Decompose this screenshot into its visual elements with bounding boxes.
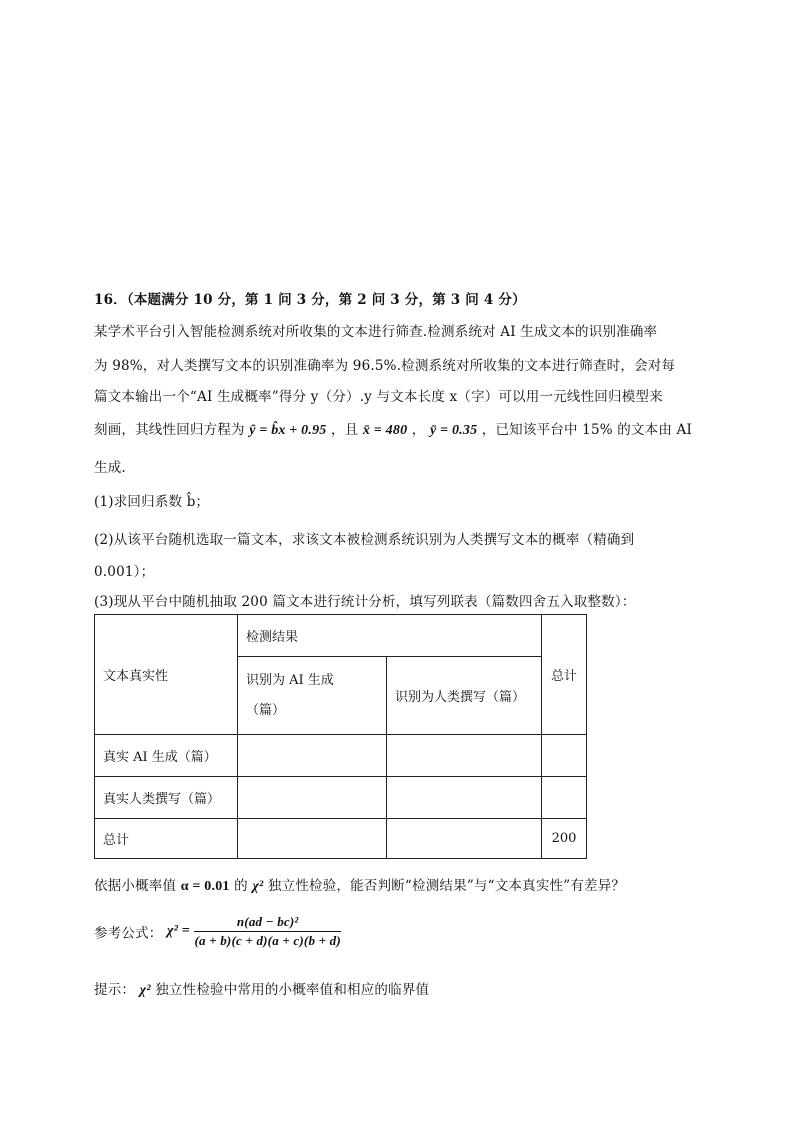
alpha-value: α = 0.01 bbox=[180, 879, 230, 894]
question-2-line1: (2)从该平台随机选取一篇文本，求该文本被检测系统识别为人类撰写文本的概率（精确到 bbox=[94, 532, 635, 548]
total-header-cell: 总计 bbox=[542, 615, 587, 735]
row-label: 总计 bbox=[95, 819, 238, 859]
chi-square-symbol: χ² bbox=[252, 879, 264, 894]
row-header-cell: 文本真实性 bbox=[95, 615, 238, 735]
independence-question: 依据小概率值 α = 0.01 的 χ² 独立性检验，能否判断“检测结果”与“文本真实性”有差异？ bbox=[94, 878, 626, 894]
table-cell: 200 bbox=[542, 819, 587, 859]
table-cell bbox=[387, 777, 542, 819]
reference-formula bbox=[94, 914, 341, 949]
problem-text-line3: 篇文本输出一个“AI 生成概率”得分 y（分）.y 与文本长度 x（字）可以用一元线性回归模型来 bbox=[94, 389, 663, 405]
table-cell bbox=[542, 777, 587, 819]
row-label: 真实 AI 生成（篇） bbox=[95, 735, 238, 777]
table-cell bbox=[238, 735, 387, 777]
problem-text-line2: 为 98%，对人类撰写文本的识别准确率为 96.5%.检测系统对所收集的文本进行筛查时，会对每 bbox=[94, 358, 676, 374]
problem-heading: 16．（本题满分 10 分，第 1 问 3 分，第 2 问 3 分，第 3 问 4 分） bbox=[94, 292, 526, 308]
table-cell bbox=[542, 735, 587, 777]
table-row bbox=[95, 819, 587, 859]
problem-text-line5: 生成. bbox=[94, 460, 126, 476]
table-cell bbox=[238, 819, 387, 859]
table-row bbox=[95, 777, 587, 819]
question-3: (3)现从平台中随机抽取 200 篇文本进行统计分析，填写列联表（篇数四舍五入取整数）： bbox=[94, 594, 636, 610]
line4-text-b: ，且 bbox=[330, 422, 359, 438]
formula-lhs: χ² = bbox=[167, 923, 190, 939]
problem-text-line4: 刻画，其线性回归方程为 ŷ = b̂x + 0.95 ，且 x̄ = 480 ， ȳ = 0.35 ，已知该平台中 15% 的文本由 AI bbox=[94, 422, 693, 438]
problem-text-line1: 某学术平台引入智能检测系统对所收集的文本进行筛查.检测系统对 AI 生成文本的识别准确率 bbox=[94, 324, 658, 340]
line4-text-a: 刻画，其线性回归方程为 bbox=[94, 422, 245, 438]
table-row bbox=[95, 735, 587, 777]
group-header-cell: 检测结果 bbox=[238, 615, 542, 657]
regression-equation: ŷ = b̂x + 0.95 bbox=[249, 423, 327, 438]
question-2-line2: 0.001）； bbox=[94, 564, 155, 580]
hint-line: 提示： χ² 独立性检验中常用的小概率值和相应的临界值 bbox=[94, 982, 430, 998]
formula-label: 参考公式： bbox=[94, 925, 163, 942]
contingency-table bbox=[94, 614, 587, 859]
table-cell bbox=[387, 819, 542, 859]
y-mean: ȳ = 0.35 bbox=[429, 423, 478, 438]
chi-square-formula bbox=[194, 914, 340, 949]
table-cell bbox=[387, 735, 542, 777]
row-label: 真实人类撰写（篇） bbox=[95, 777, 238, 819]
question-1: (1)求回归系数 b̂； bbox=[94, 494, 210, 510]
line4-text-c: ，已知该平台中 15% 的文本由 AI bbox=[481, 422, 693, 438]
col-ai-header-cell: 识别为 AI 生成 （篇） bbox=[238, 657, 387, 735]
formula-denominator: (a + b)(c + d)(a + c)(b + d) bbox=[194, 933, 341, 948]
col-human-header-cell: 识别为人类撰写（篇） bbox=[387, 657, 542, 735]
formula-numerator: n(ad − bc)² bbox=[194, 914, 340, 932]
table-cell bbox=[238, 777, 387, 819]
x-mean: x̄ = 480 bbox=[362, 423, 408, 438]
chi-square-symbol: χ² bbox=[139, 983, 151, 998]
